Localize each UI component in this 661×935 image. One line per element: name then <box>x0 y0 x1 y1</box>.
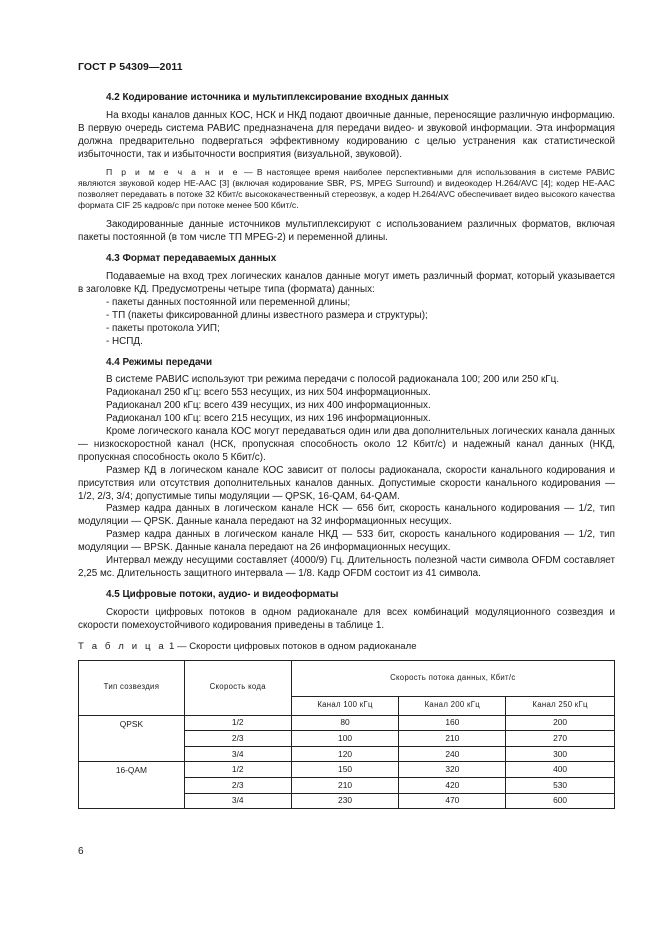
code-rate-cell: 1/2 <box>184 715 291 731</box>
paragraph: Подаваемые на вход трех логических каналов данные могут иметь различный формат, который указывается в заголовке КД. Предусмотрены четыре типа (формата) данных: <box>78 271 615 295</box>
value-cell: 100 <box>291 731 399 747</box>
value-cell: 150 <box>291 762 399 778</box>
code-rate-cell: 3/4 <box>184 746 291 762</box>
table-caption-label: Т а б л и ц а <box>78 640 167 652</box>
paragraph: Скорости цифровых потоков в одном радиоканале для всех комбинаций модуляционного созвездия и скорости помехоустойчивого кодирования приведены в таблице 1. <box>78 606 615 631</box>
page-content <box>78 92 615 809</box>
paragraph: Интервал между несущими составляет (4000/9) Гц. Длительность полезной части символа OFDM составляет 2,25 мс. Длительность защитного интервала — 1/8. Кадр OFDM состоит из 41 символа. <box>78 555 615 579</box>
value-cell: 160 <box>399 715 506 731</box>
value-cell: 530 <box>506 777 615 793</box>
radio-channel-line: Радиоканал 250 кГц: всего 553 несущих, из них 504 информационных. <box>106 387 431 399</box>
radio-channel-line: Радиоканал 200 кГц: всего 439 несущих, из них 400 информационных. <box>106 400 431 412</box>
value-cell: 230 <box>291 793 399 809</box>
list-item: - пакеты протокола УИП; <box>106 322 220 334</box>
constellation-cell: QPSK <box>79 715 185 762</box>
paragraph: Размер кадра данных в логическом канале НКД — 533 бит, скорость канального кодирования — 1/2, тип модуляции — BPSK. Данные канала передают на 26 информационных несущих. <box>78 529 615 554</box>
value-cell: 210 <box>291 777 399 793</box>
stream-rates-table <box>78 660 615 810</box>
value-cell: 210 <box>399 731 506 747</box>
header-channel-250: Канал 250 кГц <box>506 696 615 715</box>
value-cell: 470 <box>399 793 506 809</box>
table-caption <box>78 641 615 654</box>
value-cell: 80 <box>291 715 399 731</box>
list-item: - ТП (пакеты фиксированной длины известного размера и структуры); <box>106 309 428 321</box>
value-cell: 300 <box>506 746 615 762</box>
code-rate-cell: 2/3 <box>184 777 291 793</box>
paragraph: Закодированные данные источников мультиплексируют с использованием различных форматов, включая пакеты постоянной (в том числе ТП MPEG-2) и переменной длины. <box>78 219 615 244</box>
table-row <box>79 715 615 731</box>
section-heading-4-3: 4.3 Формат передаваемых данных <box>106 253 277 265</box>
note-label: П р и м е ч а н и е <box>106 166 240 177</box>
value-cell: 200 <box>506 715 615 731</box>
header-channel-100: Канал 100 кГц <box>291 696 399 715</box>
data-format-list <box>78 297 615 349</box>
table-caption-text: 1 — Скорости цифровых потоков в одном радиоканале <box>166 640 417 652</box>
list-item: - НСПД. <box>106 335 143 347</box>
constellation-cell: 16-QAM <box>79 762 185 809</box>
value-cell: 270 <box>506 731 615 747</box>
code-rate-cell: 1/2 <box>184 762 291 778</box>
value-cell: 420 <box>399 777 506 793</box>
list-item: - пакеты данных постоянной или переменной длины; <box>106 296 351 308</box>
header-code-rate: Скорость кода <box>184 660 291 715</box>
value-cell: 240 <box>399 746 506 762</box>
section-heading-4-5: 4.5 Цифровые потоки, аудио- и видеоформаты <box>106 588 339 600</box>
standard-header: ГОСТ Р 54309—2011 <box>78 61 183 73</box>
paragraph: В системе РАВИС используют три режима передачи с полосой радиоканала 100; 200 или 250 кГц. <box>106 374 560 386</box>
value-cell: 400 <box>506 762 615 778</box>
radio-channel-line: Радиоканал 100 кГц: всего 215 несущих, из них 196 информационных. <box>106 413 431 425</box>
paragraph: На входы каналов данных КОС, НСК и НКД подают двоичные данные, переносящие различную информацию. В первую очередь система РАВИС предназначена для передачи видео- и звуковой информации. Эта информация должна предварительно подвергаться эффективному кодированию с целью устранения как статистической избыточности, так и избыточности восприятия (визуальной, звуковой). <box>78 109 615 160</box>
table-row <box>79 762 615 778</box>
section-heading-4-2: 4.2 Кодирование источника и мультиплексирование входных данных <box>106 92 449 103</box>
note <box>78 167 615 212</box>
paragraph: Кроме логического канала КОС могут передаваться один или два дополнительных логических канала данных — низкоскоростной канал (НСК, пропускная способность около 12 Кбит/с) и надежный канал данных (НКД, пропускная способность около 5 Кбит/с). <box>78 426 615 463</box>
note-text: — В настоящее время наиболее перспективными для использования в системе РАВИС являются звуковой кодер HE-AAC [3] (включая кодирование SBR, PS, MPEG Surround) и видеокодер H.264/AVC [4]; кодер HE-AAC позволяет передавать в потоке 32 Кбит/с высококачественный стереозвук, а кодер H.264/AVC обеспечивает видео высокого качества формата CIF 25 кадров/с при потоке менее 500 Кбит/с. <box>78 166 616 211</box>
paragraph: Размер кадра данных в логическом канале НСК — 656 бит, скорость канального кодирования — 1/2, тип модуляции — QPSK. Данные канала передают на 32 информационных несущих. <box>78 503 615 528</box>
value-cell: 320 <box>399 762 506 778</box>
header-stream-rate: Скорость потока данных, Кбит/с <box>291 660 614 696</box>
code-rate-cell: 2/3 <box>184 731 291 747</box>
header-constellation: Тип созвездия <box>79 660 185 715</box>
value-cell: 120 <box>291 746 399 762</box>
paragraph: Размер КД в логическом канале КОС зависит от полосы радиоканала, скорости канального кодирования и присутствия или отсутствия дополнительных каналов данных. Допустимые скорости канального кодирования — 1/2, 2/3, 3/4; допустимые типы модуляции — QPSK, 16-QAM, 64-QAM. <box>78 464 615 502</box>
code-rate-cell: 3/4 <box>184 793 291 809</box>
value-cell: 600 <box>506 793 615 809</box>
section-heading-4-4: 4.4 Режимы передачи <box>106 356 213 368</box>
header-channel-200: Канал 200 кГц <box>399 696 506 715</box>
page-number: 6 <box>78 846 84 857</box>
